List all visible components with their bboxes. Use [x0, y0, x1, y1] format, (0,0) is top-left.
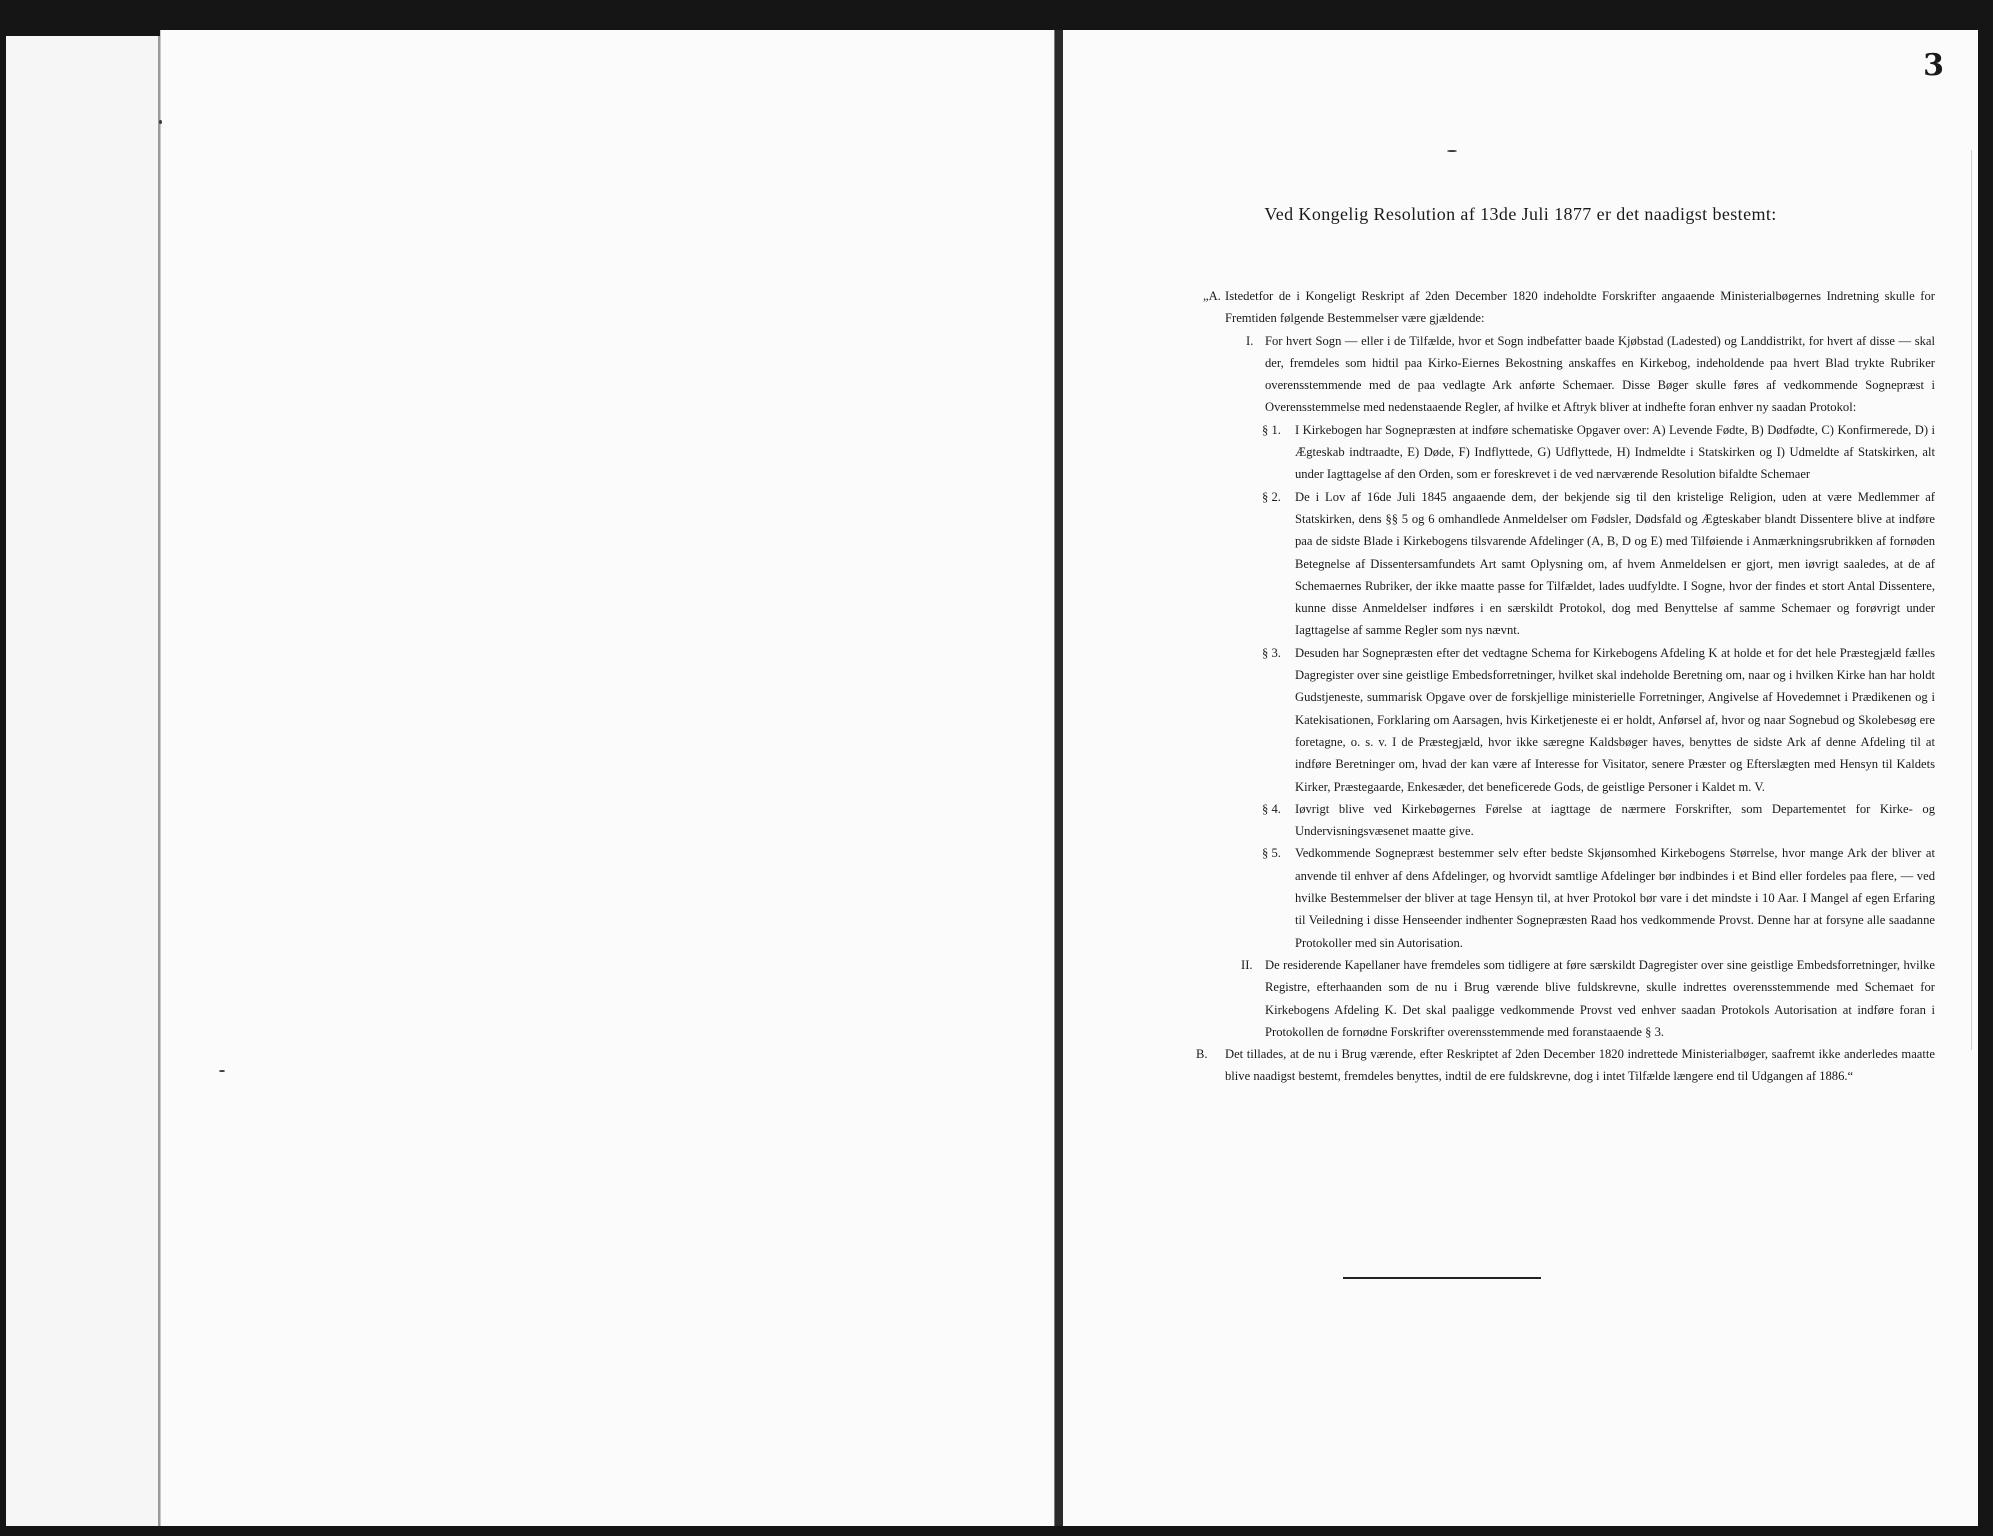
- section-a-text: Istedetfor de i Kongeligt Reskript af 2den December 1820 indeholdte Forskrifter angaaende Ministerialbøgernes Indretning skulle for Fremtiden følgende Bestemmelser være gjældende:: [1225, 289, 1935, 326]
- resolution-title: Ved Kongelig Resolution af 13de Juli 1877 er det naadigst bestemt:: [1264, 204, 1777, 224]
- left-page-blank: [160, 30, 1056, 1526]
- book-gutter: [1055, 30, 1063, 1526]
- section-b: [1196, 1043, 1935, 1088]
- section-b-label: B.: [1196, 1047, 1208, 1062]
- paragraph-5-label: § 5.: [1262, 846, 1281, 861]
- closing-rule: [1343, 1277, 1541, 1279]
- previous-page-edge: [6, 36, 160, 1526]
- paragraph-5-text: Vedkommende Sognepræst bestemmer selv efter bedste Skjønsomhed Kirkebogens Størrelse, hvor mange Ark der bliver at anvende til enhver af dens Afdelinger, og hvorvidt samtlige Afdelinger bør indbindes i et Bind eller fordeles paa flere, — ved hvilke Bestemmelser der bliver at tage Hensyn til, at hver Protokol bør vare i det mindste i 10 Aar. I Mangel af egen Erfaring til Veiledning i disse Henseender indhenter Sognepræsten Raad hos vedkommende Provst. Denne har at forsyne alle saadanne Protokoller med sin Autorisation.: [1295, 846, 1935, 950]
- section-a: [1203, 285, 1935, 330]
- page-number: 3: [1923, 48, 1944, 83]
- paragraph-5: [1203, 842, 1935, 953]
- scan-speck: [219, 1070, 225, 1072]
- section-a-label: „A.: [1203, 289, 1221, 303]
- paragraph-2: [1203, 486, 1935, 642]
- resolution-body: [1196, 285, 1935, 1088]
- part-ii: [1203, 954, 1935, 1043]
- scan-speck: [159, 120, 162, 124]
- part-ii-text: De residerende Kapellaner have fremdeles som tidligere at føre særskildt Dagregister over sine geistlige Embedsforretninger, hvilke Registre, efterhaanden som de nu i Brug værende blive fuldskrevne, skulle indrettes overensstemmende med Schemaet for Kirkebogens Afdeling K. Det skal paaligge vedkommende Provst ved enhver saadan Protokols Autorisation at indføre foran i Protokollen de fornødne Forskrifter overensstemmende med foranstaaende § 3.: [1265, 957, 1935, 1039]
- scan-speck: [1447, 150, 1457, 152]
- part-i-label: I.: [1246, 333, 1254, 348]
- paragraph-1: [1203, 419, 1935, 486]
- part-i-text: For hvert Sogn — eller i de Tilfælde, hvor et Sogn indbefatter baade Kjøbstad (Ladested) og Landdistrikt, for hvert af disse — skal der, fremdeles som hidtil paa Kirko-Eiernes Bekostning anskaffes en Kirkebog, indeholdende paa hvert Blad trykte Rubriker overensstemmende med de paa vedlagte Ark anførte Schemaer. Disse Bøger skulle føres af vedkommende Sognepræst i Overensstemmelse med nedenstaaende Regler, af hvilke et Aftryk bliver at indhefte foran enhver ny saadan Protokol:: [1265, 333, 1935, 415]
- page-margin-edge: [1971, 150, 1978, 1050]
- paragraph-3: [1203, 642, 1935, 798]
- paragraph-2-text: De i Lov af 16de Juli 1845 angaaende dem, der bekjende sig til den kristelige Religion, uden at være Medlemmer af Statskirken, dens §§ 5 og 6 omhandlede Anmeldelser om Fødsler, Dødsfald og Ægteskaber blandt Dissentere blive at indføre paa de sidste Blade i Kirkebogens tilsvarende Afdelinger (A, B, D og E) med Tilføiende i Anmærkningsrubrikken af fornøden Betegnelse af Dissentersamfundets Art samt Oplysning om, af hvem Anmeldelsen er gjort, men iøvrigt saaledes, at de af Schemaernes Rubriker, der ikke maatte passe for Tilfældet, lades uudfyldte. I Sogne, hvor der findes et stort Antal Dissentere, kunne disse Anmeldelser indføres i en særskildt Protokol, dog med Benyttelse af samme Schemaer og forøvrigt under Iagttagelse af samme Regler som nys nævnt.: [1295, 489, 1935, 638]
- paragraph-4-text: Iøvrigt blive ved Kirkebøgernes Førelse at iagttage de nærmere Forskrifter, som Departementet for Kirke- og Undervisningsvæsenet maatte give.: [1295, 801, 1935, 839]
- part-i: [1203, 330, 1935, 419]
- part-ii-label: II.: [1241, 957, 1253, 972]
- section-b-text: Det tillades, at de nu i Brug værende, efter Reskriptet af 2den December 1820 indrettede Ministerialbøger, saafremt ikke anderledes maatte blive naadigst bestemt, fremdeles benyttes, indtil de ere fuldskrevne, dog i intet Tilfælde længere end til Udgangen af 1886.“: [1225, 1047, 1935, 1084]
- paragraph-1-label: § 1.: [1262, 422, 1281, 437]
- paragraph-1-text: I Kirkebogen har Sognepræsten at indføre schematiske Opgaver over: A) Levende Fødte, B) Dødfødte, C) Konfirmerede, D) i Ægteskab indtraadte, E) Døde, F) Indflyttede, G) Udflyttede, H) Indmeldte i Statskirken og I) Udmeldte af Statskirken, alt under Iagttagelse af den Orden, som er foreskrevet i de ved nærværende Resolution bifaldte Schemaer: [1295, 422, 1935, 482]
- paragraph-2-label: § 2.: [1262, 489, 1281, 504]
- right-page: [1063, 30, 1978, 1526]
- paragraph-3-text: Desuden har Sognepræsten efter det vedtagne Schema for Kirkebogens Afdeling K at holde et for det hele Præstegjæld fælles Dagregister over sine geistlige Embedsforretninger, hvilket skal indeholde Beretning om, naar og i hvilken Kirke han har holdt Gudstjeneste, summarisk Opgave over de forskjellige ministerielle Forretninger, Angivelse af Hovedemnet i Prædikenen og i Katekisationen, Forklaring om Aarsagen, hvis Kirketjeneste ei er holdt, Anførsel af, hvor og naar Sognebud og Skolebesøg ere foretagne, o. s. v. I de Præstegjæld, hvor ikke særegne Kaldsbøger haves, benyttes de sidste Ark af denne Afdeling til at indføre Beretninger om, hvad der kan være af Interesse for Visitator, senere Præster og Efterslægten med Hensyn til Kaldets Kirker, Præstegaarde, Enkesæder, det beneficerede Gods, de geistlige Personer i Kaldet m. V.: [1295, 645, 1935, 794]
- paragraph-3-label: § 3.: [1262, 645, 1281, 660]
- paragraph-4-label: § 4.: [1262, 801, 1281, 816]
- paragraph-4: [1203, 798, 1935, 843]
